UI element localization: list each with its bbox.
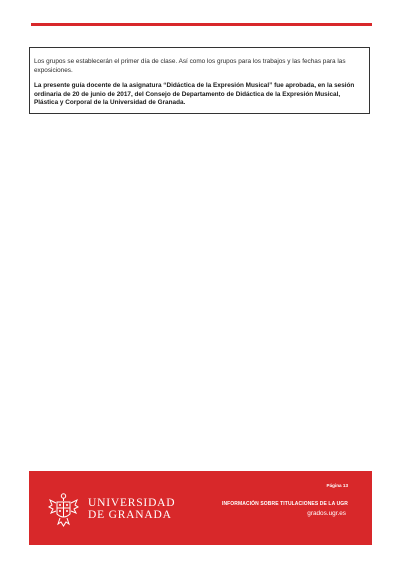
- top-divider: [31, 23, 372, 26]
- site-link[interactable]: grados.ugr.es: [307, 510, 346, 517]
- groups-paragraph: Los grupos se establecerán el primer día de clase. Así como los grupos para los trabajos y las fechas para las exposiciones.: [34, 58, 346, 74]
- titulaciones-label: INFORMACIÓN SOBRE TITULACIONES DE LA UGR: [221, 501, 348, 507]
- logo-wordmark: [88, 497, 175, 521]
- notice-box: [29, 47, 370, 114]
- logo-line-1: UNIVERSIDAD: [88, 497, 176, 509]
- logo-line-2: DE GRANADA: [88, 509, 172, 521]
- page-number: Página 13: [326, 483, 348, 488]
- university-seal-icon: [47, 490, 80, 528]
- page-footer: [29, 471, 372, 545]
- university-logo[interactable]: [47, 489, 175, 529]
- approval-paragraph: La presente guía docente de la asignatura “Didáctica de la Expresión Musical” fue aprobada, en la sesión ordinaria de 20 de junio de 2017, del Consejo de Departamento de Didáctica de la Expresión Musical, Plástica y Corporal de la Universidad de Granada.: [34, 82, 355, 107]
